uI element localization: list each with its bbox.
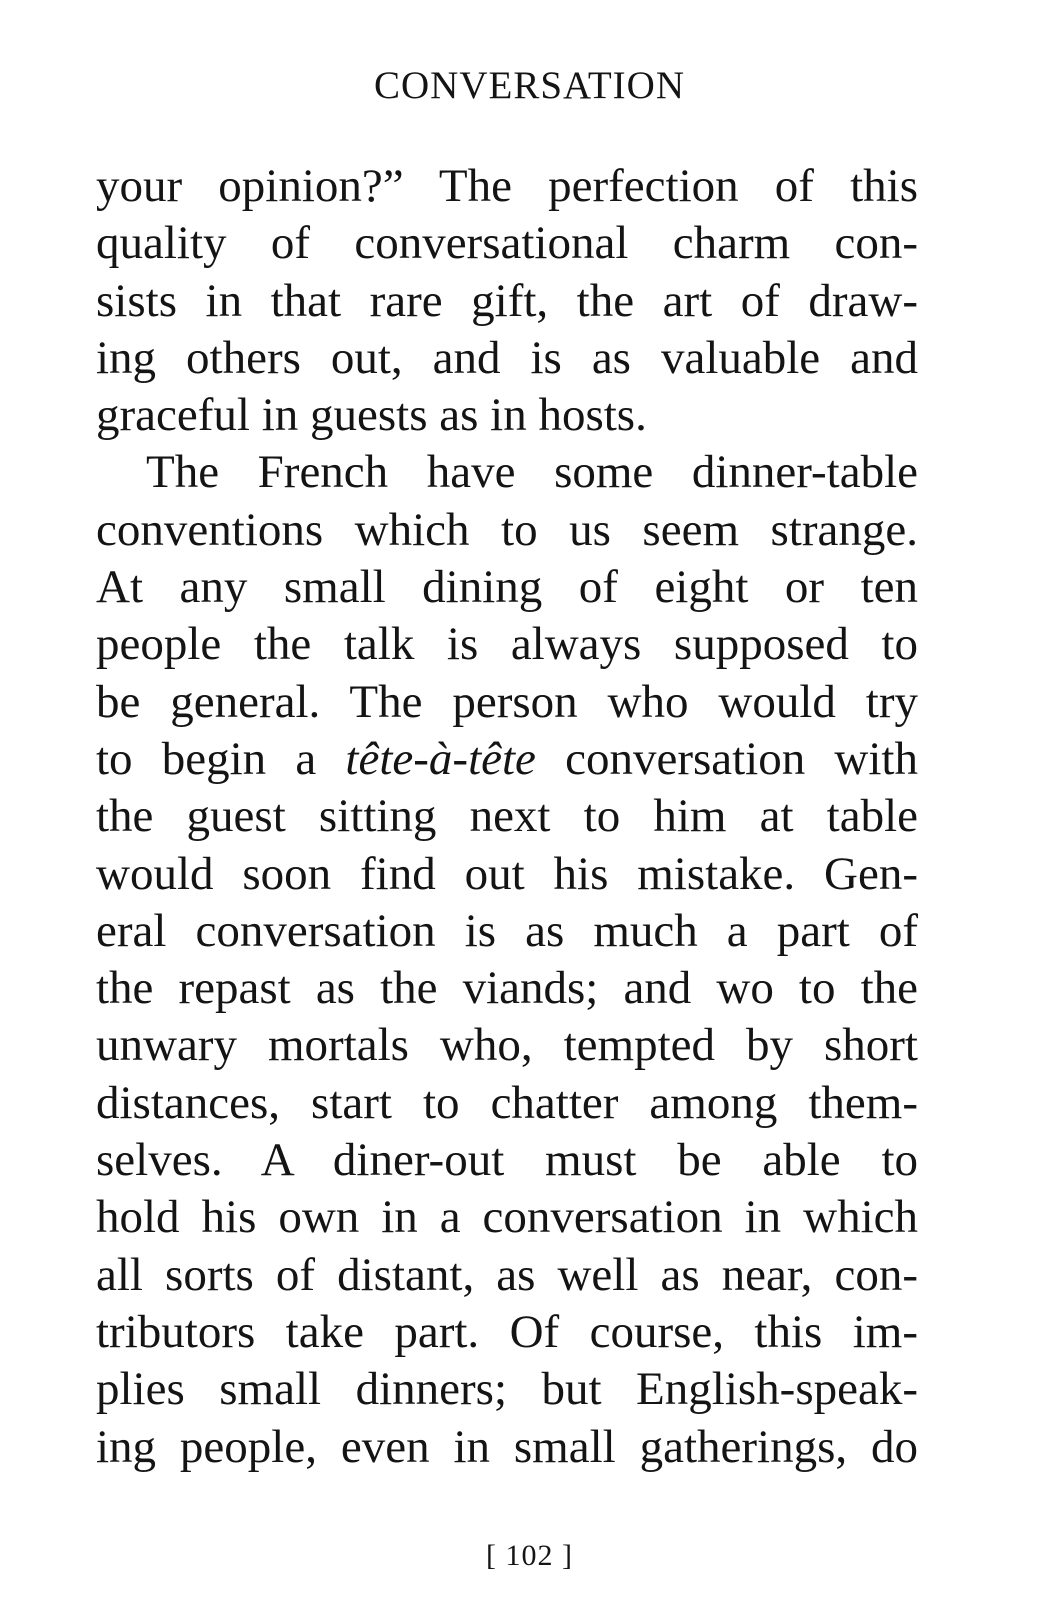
text-line: all sorts of distant, as well as near, con- (96, 1248, 918, 1301)
text-line: be general. The person who would try (96, 675, 918, 728)
text-line: graceful in guests as in hosts. (96, 389, 647, 442)
text-line: The French have some dinner-table (146, 446, 918, 499)
text-line: tributors take part. Of course, this im- (96, 1305, 918, 1358)
body-text (96, 158, 918, 1476)
text-line: ing others out, and is as valuable and (96, 331, 918, 384)
text-line: unwary mortals who, tempted by short (96, 1019, 918, 1072)
text-line: At any small dining of eight or ten (96, 561, 918, 614)
text-line: selves. A diner-out must be able to (96, 1134, 918, 1187)
text-line: eral conversation is as much a part of (96, 904, 918, 957)
text-line: the repast as the viands; and wo to the (96, 962, 918, 1015)
text-line: hold his own in a conversation in which (96, 1191, 918, 1244)
page-number: [ 102 ] (486, 1539, 573, 1572)
text-line: quality of conversational charm con- (96, 217, 918, 270)
text-line: conventions which to us seem strange. (96, 503, 918, 556)
running-head: CONVERSATION (373, 64, 685, 107)
text-line: distances, start to chatter among them- (96, 1076, 918, 1129)
text-line: your opinion?” The perfection of this (96, 160, 918, 212)
text-line: plies small dinners; but English-speak- (96, 1363, 918, 1416)
text-line: the guest sitting next to him at table (96, 790, 918, 843)
text-line: people the talk is always supposed to (96, 618, 918, 671)
text-line: to begin a tête-à-tête conversation with (96, 732, 918, 785)
italic-phrase: tête-à-tête (345, 732, 536, 785)
text-line: would soon find out his mistake. Gen- (96, 847, 918, 900)
text-line: ing people, even in small gatherings, do (96, 1420, 918, 1473)
text-line: sists in that rare gift, the art of draw- (96, 274, 918, 327)
